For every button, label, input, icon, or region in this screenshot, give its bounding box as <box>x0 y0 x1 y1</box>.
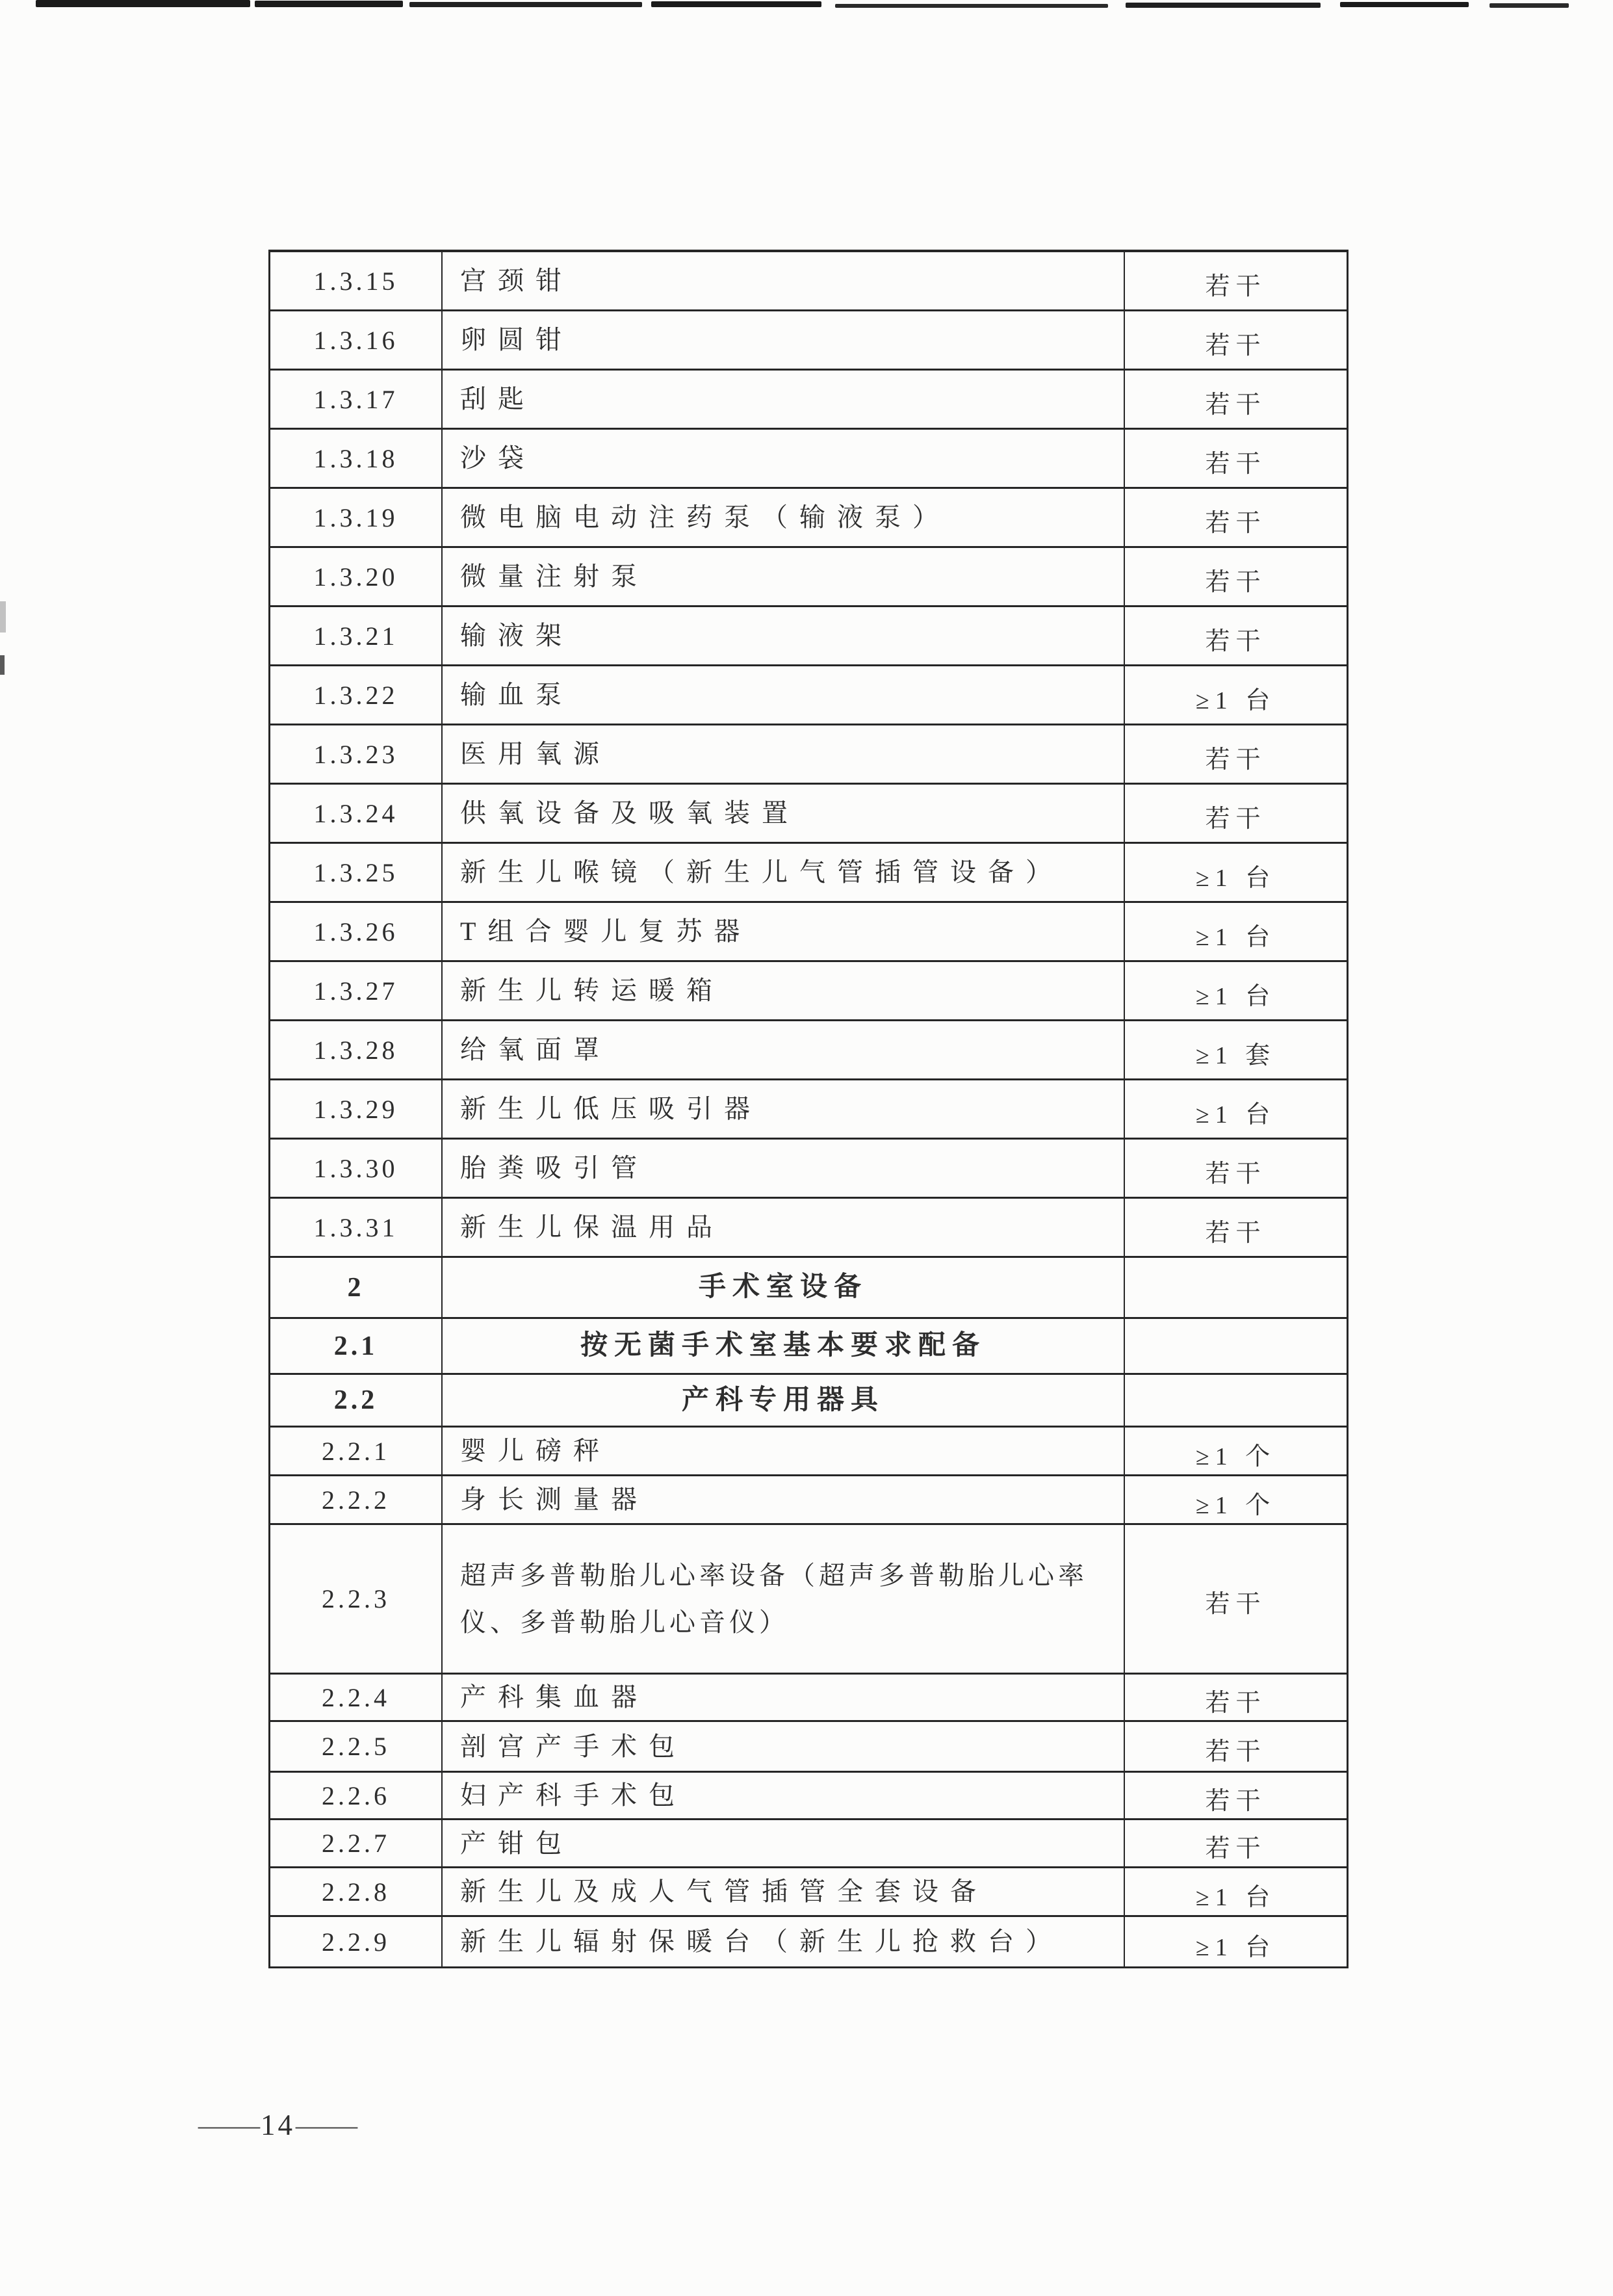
item-name-cell: 刮匙 <box>443 371 1125 428</box>
page-number-dash-right: — <box>296 2109 357 2141</box>
table-row <box>270 371 1347 430</box>
quantity-cell: ≥1 个 <box>1195 1442 1276 1470</box>
table-row <box>270 1868 1347 1917</box>
row-number-cell: 2.2 <box>270 1375 443 1426</box>
table-row <box>270 252 1347 311</box>
quantity-cell <box>1125 1319 1347 1373</box>
item-name-cell: 微电脑电动注药泵（输液泵） <box>443 489 1125 546</box>
quantity-cell: 若干 <box>1205 509 1267 537</box>
row-number-cell: 2 <box>270 1258 443 1317</box>
quantity-cell: 若干 <box>1205 1219 1267 1247</box>
quantity-cell: 若干 <box>1205 1160 1267 1188</box>
item-name-cell: 超声多普勒胎儿心率设备（超声多普勒胎儿心率仪、多普勒胎儿心音仪） <box>443 1525 1125 1673</box>
page-number-value: 14 <box>261 2109 295 2141</box>
quantity-cell: 若干 <box>1205 568 1267 596</box>
quantity-cell: 若干 <box>1205 332 1267 359</box>
table-row <box>270 844 1347 903</box>
quantity-cell: ≥1 台 <box>1195 1933 1276 1961</box>
quantity-cell: 若干 <box>1205 1787 1267 1815</box>
item-name-cell: 手术室设备 <box>443 1258 1125 1317</box>
item-name-cell: 新生儿低压吸引器 <box>443 1080 1125 1138</box>
item-name-cell: 输液架 <box>443 607 1125 664</box>
quantity-cell: ≥1 台 <box>1195 686 1276 714</box>
row-number-cell: 1.3.24 <box>270 785 443 842</box>
row-number-cell: 1.3.30 <box>270 1140 443 1197</box>
row-number-cell: 1.3.27 <box>270 962 443 1019</box>
scan-artifact-segment <box>1340 2 1469 7</box>
item-name-cell: 产科专用器具 <box>443 1375 1125 1426</box>
item-name-cell: 妇产科手术包 <box>443 1773 1125 1818</box>
scan-edge-mark <box>0 601 6 633</box>
row-number-cell: 2.2.4 <box>270 1675 443 1720</box>
item-name-cell: 输血泵 <box>443 666 1125 724</box>
table-row <box>270 489 1347 548</box>
row-number-cell: 1.3.18 <box>270 430 443 487</box>
row-number-cell: 1.3.23 <box>270 725 443 783</box>
row-number-cell: 1.3.21 <box>270 607 443 664</box>
row-number-cell: 2.2.2 <box>270 1476 443 1523</box>
quantity-cell <box>1125 1258 1347 1317</box>
scan-artifact-segment <box>409 2 642 7</box>
quantity-cell: ≥1 个 <box>1195 1491 1276 1519</box>
scan-artifact-segment <box>1126 3 1321 8</box>
table-row <box>270 548 1347 607</box>
quantity-cell: ≥1 套 <box>1195 1041 1276 1069</box>
item-name-cell: T组合婴儿复苏器 <box>443 903 1125 960</box>
item-name-cell: 沙袋 <box>443 430 1125 487</box>
table-row <box>270 785 1347 844</box>
page-number-dash-left: — <box>198 2109 260 2141</box>
table-row <box>270 607 1347 666</box>
table-row <box>270 1917 1347 1966</box>
table-row <box>270 666 1347 725</box>
scan-artifact-segment <box>835 4 1108 8</box>
item-name-cell: 新生儿转运暖箱 <box>443 962 1125 1019</box>
table-row <box>270 1428 1347 1476</box>
row-number-cell: 1.3.26 <box>270 903 443 960</box>
row-number-cell: 2.2.5 <box>270 1722 443 1771</box>
row-number-cell: 2.2.1 <box>270 1428 443 1474</box>
table-row <box>270 1021 1347 1080</box>
row-number-cell: 1.3.17 <box>270 371 443 428</box>
item-name-cell: 微量注射泵 <box>443 548 1125 605</box>
table-row <box>270 1080 1347 1140</box>
quantity-cell <box>1125 1375 1347 1426</box>
quantity-cell: ≥1 台 <box>1195 923 1276 951</box>
row-number-cell: 1.3.29 <box>270 1080 443 1138</box>
item-name-cell: 供氧设备及吸氧装置 <box>443 785 1125 842</box>
quantity-cell: 若干 <box>1205 1689 1267 1717</box>
scan-artifact-segment <box>651 1 821 7</box>
table-row <box>270 962 1347 1021</box>
table-row <box>270 1319 1347 1375</box>
table-row <box>270 311 1347 371</box>
row-number-cell: 2.2.6 <box>270 1773 443 1818</box>
table-row <box>270 1820 1347 1868</box>
quantity-cell: ≥1 台 <box>1195 1883 1276 1911</box>
item-name-cell: 产科集血器 <box>443 1675 1125 1720</box>
row-number-cell: 2.1 <box>270 1319 443 1373</box>
table-row <box>270 1476 1347 1525</box>
item-name-cell: 新生儿辐射保暖台（新生儿抢救台） <box>443 1917 1125 1966</box>
scan-edge-mark <box>0 655 5 675</box>
quantity-cell: 若干 <box>1205 746 1267 774</box>
scan-artifact-segment <box>36 0 250 7</box>
item-name-cell: 卵圆钳 <box>443 311 1125 369</box>
quantity-cell: ≥1 台 <box>1195 864 1276 892</box>
quantity-cell: 若干 <box>1205 1591 1267 1618</box>
quantity-cell: 若干 <box>1205 805 1267 833</box>
item-name-cell: 按无菌手术室基本要求配备 <box>443 1319 1125 1373</box>
item-name-cell: 剖宫产手术包 <box>443 1722 1125 1771</box>
table-row <box>270 1140 1347 1199</box>
row-number-cell: 2.2.7 <box>270 1820 443 1866</box>
row-number-cell: 1.3.20 <box>270 548 443 605</box>
table-row <box>270 430 1347 489</box>
table-row <box>270 1258 1347 1319</box>
row-number-cell: 2.2.8 <box>270 1868 443 1915</box>
quantity-cell: 若干 <box>1205 272 1267 300</box>
scan-artifact-segment <box>255 1 403 7</box>
row-number-cell: 1.3.31 <box>270 1199 443 1256</box>
item-name-cell: 胎粪吸引管 <box>443 1140 1125 1197</box>
item-name-cell: 婴儿磅秤 <box>443 1428 1125 1474</box>
quantity-cell: 若干 <box>1205 1738 1267 1766</box>
page-number <box>198 2108 357 2142</box>
equipment-table <box>268 250 1348 1968</box>
table-row <box>270 1199 1347 1258</box>
row-number-cell: 1.3.28 <box>270 1021 443 1078</box>
quantity-cell: ≥1 台 <box>1195 982 1276 1010</box>
item-name-cell: 新生儿喉镜（新生儿气管插管设备） <box>443 844 1125 901</box>
table-row <box>270 903 1347 962</box>
table-row <box>270 1722 1347 1773</box>
quantity-cell: 若干 <box>1205 391 1267 419</box>
item-name-cell: 医用氧源 <box>443 725 1125 783</box>
row-number-cell: 1.3.22 <box>270 666 443 724</box>
quantity-cell: 若干 <box>1205 627 1267 655</box>
row-number-cell: 2.2.3 <box>270 1525 443 1673</box>
item-name-cell: 新生儿保温用品 <box>443 1199 1125 1256</box>
item-name-cell: 新生儿及成人气管插管全套设备 <box>443 1868 1125 1915</box>
quantity-cell: 若干 <box>1205 450 1267 478</box>
row-number-cell: 2.2.9 <box>270 1917 443 1966</box>
item-name-cell: 给氧面罩 <box>443 1021 1125 1078</box>
item-name-cell: 产钳包 <box>443 1820 1125 1866</box>
table-row <box>270 1375 1347 1428</box>
table-row <box>270 1773 1347 1820</box>
scan-artifact-segment <box>1490 3 1569 8</box>
table-row <box>270 1675 1347 1722</box>
row-number-cell: 1.3.25 <box>270 844 443 901</box>
item-name-cell: 宫颈钳 <box>443 252 1125 309</box>
quantity-cell: 若干 <box>1205 1835 1267 1862</box>
row-number-cell: 1.3.16 <box>270 311 443 369</box>
table-row <box>270 1525 1347 1675</box>
quantity-cell: ≥1 台 <box>1195 1101 1276 1128</box>
row-number-cell: 1.3.19 <box>270 489 443 546</box>
table-row <box>270 725 1347 785</box>
item-name-cell: 身长测量器 <box>443 1476 1125 1523</box>
row-number-cell: 1.3.15 <box>270 252 443 309</box>
